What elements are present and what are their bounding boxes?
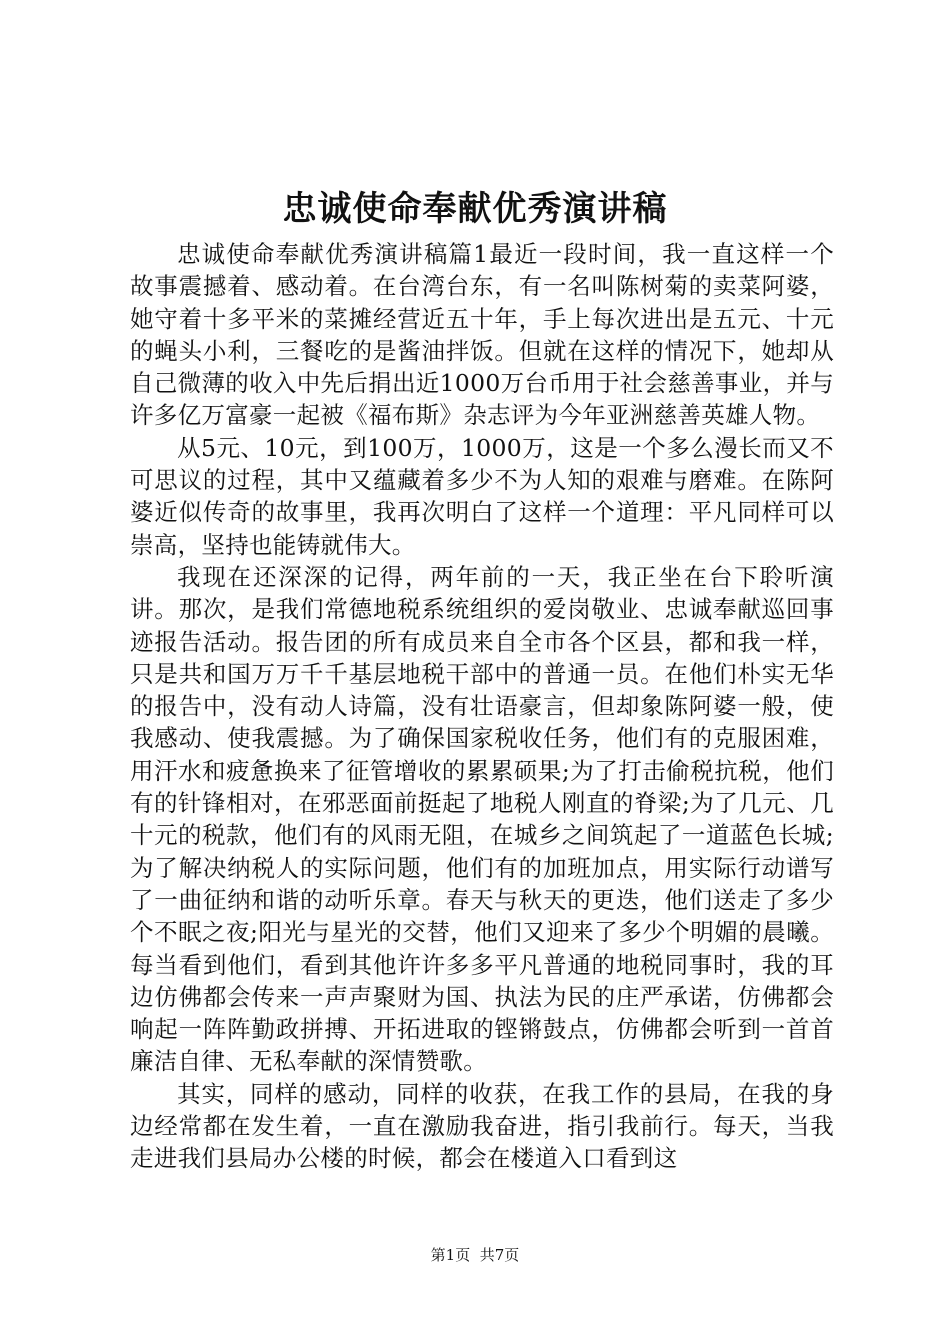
page-title: 忠诚使命奉献优秀演讲稿 [282, 189, 668, 229]
footer-separator [470, 1246, 480, 1264]
page-number: 第1页 [430, 1246, 471, 1264]
paragraph: 其实，同样的感动，同样的收获，在我工作的县局，在我的身边经常都在发生着，一直在激励我奋进，指引我前行。每天，当我走进我们县局办公楼的时候，都会在楼道入口看到这 [130, 1079, 834, 1173]
paragraph: 我现在还深深的记得，两年前的一天，我正坐在台下聆听演讲。那次，是我们常德地税系统组织的爱岗敬业、忠诚奉献巡回事迹报告活动。报告团的所有成员来自全市各个区县，都和我一样，只是共和国万万千千基层地税干部中的普通一员。在他们朴实无华的报告中，没有动人诗篇，没有壮语豪言，但却象陈阿婆一般，使我感动、使我震撼。为了确保国家税收任务，他们有的克服困难，用汗水和疲惫换来了征管增收的累累硕果;为了打击偷税抗税，他们有的针锋相对，在邪恶面前挺起了地税人刚直的脊梁;为了几元、几十元的税款，他们有的风雨无阻，在城乡之间筑起了一道蓝色长城;为了解决纳税人的实际问题，他们有的加班加点，用实际行动谱写了一曲征纳和谐的动听乐章。春天与秋天的更迭，他们送走了多少个不眠之夜;阳光与星光的交替，他们又迎来了多少个明媚的晨曦。每当看到他们，看到其他许许多多平凡普通的地税同事时，我的耳边仿佛都会传来一声声聚财为国、执法为民的庄严承诺，仿佛都会响起一阵阵勤政拼搏、开拓进取的铿锵鼓点，仿佛都会听到一首首廉洁自律、无私奉献的深情赞歌。 [130, 562, 834, 1076]
paragraph: 忠诚使命奉献优秀演讲稿篇1最近一段时间，我一直这样一个故事震撼着、感动着。在台湾台东，有一名叫陈树菊的卖菜阿婆，她守着十多平米的菜摊经营近五十年，手上每次进出是五元、十元的蝇头小利，三餐吃的是酱油拌饭。但就在这样的情况下，她却从自己微薄的收入中先后捐出近1000万台币用于社会慈善事业，并与许多亿万富豪一起被《福布斯》杂志评为今年亚洲慈善英雄人物。 [130, 240, 834, 430]
page-total: 共7页 [479, 1246, 520, 1264]
article-body [130, 238, 834, 1175]
page-footer [0, 1245, 950, 1265]
paragraph: 从5元、10元，到100万，1000万，这是一个多么漫长而又不可思议的过程，其中又蕴藏着多少不为人知的艰难与磨难。在陈阿婆近似传奇的故事里，我再次明白了这样一个道理：平凡同样可以崇高，坚持也能铸就伟大。 [130, 433, 834, 559]
